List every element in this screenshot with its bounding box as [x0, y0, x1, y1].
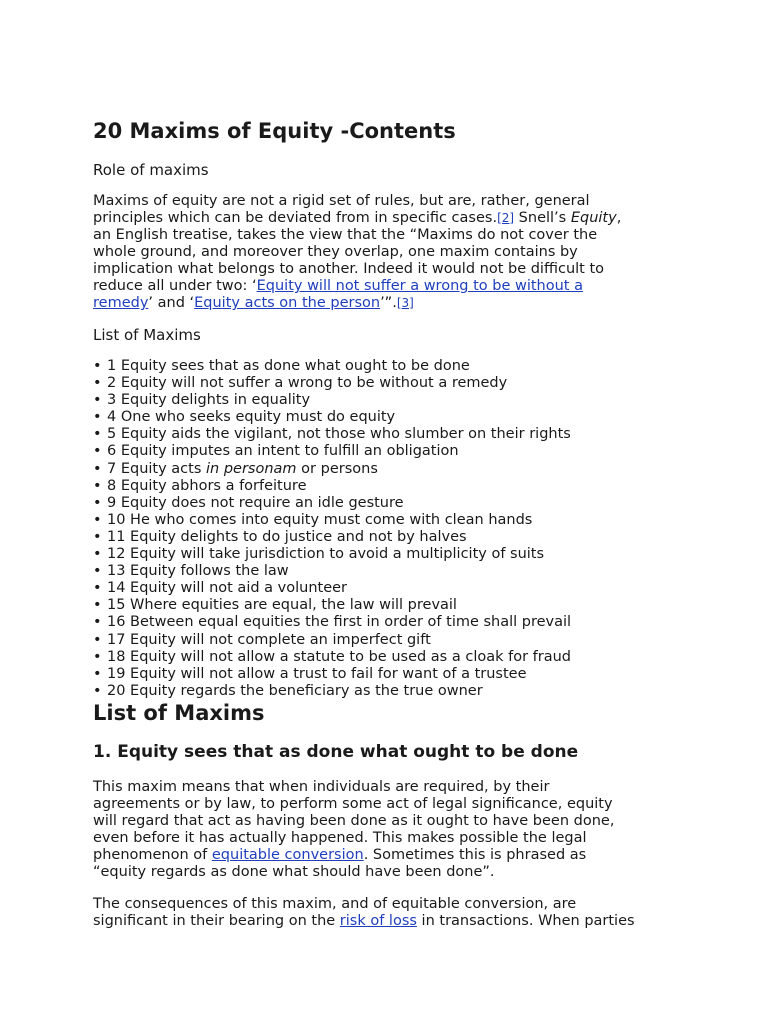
- list-item: [93, 426, 571, 443]
- text: significant in their bearing on the: [93, 913, 340, 929]
- para-line: [93, 244, 693, 261]
- text: 2 Equity will not suffer a wrong to be without a remedy: [107, 375, 508, 392]
- bullet: •: [93, 614, 102, 631]
- text: 20 Equity regards the beneficiary as the true owner: [107, 682, 483, 699]
- text: ’ and ‘: [148, 295, 195, 311]
- text: The consequences of this maxim, and of equitable conversion, are: [93, 896, 577, 912]
- text: . Sometimes this is phrased as: [363, 847, 587, 863]
- text: 19 Equity will not allow a trust to fail for want of a trustee: [107, 665, 527, 682]
- list-item: [93, 392, 571, 409]
- bullet: •: [93, 392, 102, 409]
- consequences-paragraph: [93, 896, 693, 930]
- list-item: [93, 580, 571, 597]
- text: agreements or by law, to perform some act of legal significance, equity: [93, 796, 613, 812]
- para-line: [93, 278, 693, 295]
- text: phenomenon of: [93, 847, 212, 863]
- text: ’”.: [380, 295, 397, 311]
- bullet: •: [93, 358, 102, 374]
- para-line: [93, 779, 693, 796]
- list-item: [93, 683, 571, 700]
- text: 9 Equity does not require an idle gesture: [107, 494, 404, 511]
- list-item: [93, 495, 571, 512]
- list-item: [93, 443, 571, 460]
- para-line: [93, 913, 693, 930]
- bullet: •: [93, 563, 102, 580]
- text: will regard that act as having been done as it ought to have been done,: [93, 813, 615, 829]
- link-equity-wrong-remedy-part1[interactable]: Equity will not suffer a wrong to be without a: [256, 278, 583, 294]
- text: principles which can be deviated from in specific cases.: [93, 210, 498, 226]
- text: 7 Equity acts: [107, 460, 207, 477]
- list-item: [93, 666, 571, 683]
- text: or persons: [296, 460, 378, 477]
- text: 14 Equity will not aid a volunteer: [107, 580, 348, 597]
- list-item: [93, 597, 571, 614]
- text: Maxims of equity are not a rigid set of rules, but are, rather, general: [93, 193, 590, 209]
- text: 17 Equity will not complete an imperfect gift: [107, 631, 431, 648]
- list-item: [93, 529, 571, 546]
- text: 18 Equity will not allow a statute to be used as a cloak for fraud: [107, 648, 571, 665]
- text: 12 Equity will take jurisdiction to avoid a multiplicity of suits: [107, 546, 545, 563]
- text: reduce all under two: ‘: [93, 278, 257, 294]
- para-line: [93, 210, 693, 227]
- bullet: •: [93, 375, 102, 392]
- text: “equity regards as done what should have been done”.: [93, 864, 495, 880]
- text: 4 One who seeks equity must do equity: [107, 409, 396, 426]
- para-line: [93, 813, 693, 830]
- list-item: [93, 409, 571, 426]
- maxim-1-heading: 1. Equity sees that as done what ought to be done: [93, 742, 579, 762]
- bullet: •: [93, 648, 102, 665]
- bullet: •: [93, 460, 102, 477]
- list-heading: List of Maxims: [93, 326, 201, 344]
- text: 3 Equity delights in equality: [107, 392, 311, 409]
- text: 6 Equity imputes an intent to fulfill an obligation: [107, 443, 459, 460]
- para-line: [93, 830, 693, 847]
- list-item: [93, 546, 571, 563]
- list-item: [93, 358, 571, 375]
- text: 10 He who comes into equity must come with clean hands: [107, 511, 533, 528]
- text: This maxim means that when individuals are required, by their: [93, 779, 550, 795]
- para-line: [93, 864, 693, 881]
- list-item: [93, 461, 571, 478]
- bullet: •: [93, 631, 102, 648]
- text: 8 Equity abhors a forfeiture: [107, 477, 307, 494]
- bullet: •: [93, 528, 102, 545]
- bullet: •: [93, 477, 102, 494]
- italic-text: Equity: [570, 210, 617, 226]
- bullet: •: [93, 494, 102, 511]
- bullet: •: [93, 546, 102, 563]
- role-paragraph: [93, 193, 693, 312]
- footnote-link-2[interactable]: [2]: [497, 211, 515, 225]
- link-risk-of-loss[interactable]: risk of loss: [339, 913, 417, 929]
- text: 5 Equity aids the vigilant, not those who slumber on their rights: [107, 426, 571, 443]
- bullet: •: [93, 597, 102, 614]
- italic-text: in personam: [206, 460, 297, 477]
- para-line: [93, 896, 693, 913]
- para-line: [93, 295, 693, 312]
- text: implication what belongs to another. Indeed it would not be difficult to: [93, 261, 605, 277]
- text: an English treatise, takes the view that the “Maxims do not cover the: [93, 227, 598, 243]
- para-line: [93, 227, 693, 244]
- text: 13 Equity follows the law: [107, 563, 289, 580]
- text: 1 Equity sees that as done what ought to be done: [107, 358, 470, 374]
- maxim-1-paragraph: [93, 779, 693, 881]
- text: ,: [616, 210, 622, 226]
- bullet: •: [93, 511, 102, 528]
- text: even before it has actually happened. This makes possible the legal: [93, 830, 587, 846]
- bullet: •: [93, 682, 102, 699]
- link-equity-acts-on-person[interactable]: Equity acts on the person: [194, 295, 381, 311]
- section-heading: List of Maxims: [93, 701, 265, 725]
- text: 15 Where equities are equal, the law will prevail: [107, 597, 457, 614]
- text: in transactions. When parties: [416, 913, 635, 929]
- text: 11 Equity delights to do justice and not by halves: [107, 528, 467, 545]
- list-item: [93, 649, 571, 666]
- bullet: •: [93, 426, 102, 443]
- list-item: [93, 375, 571, 392]
- list-item: [93, 478, 571, 495]
- list-item: [93, 563, 571, 580]
- text: 16 Between equal equities the first in order of time shall prevail: [107, 614, 572, 631]
- page-title: 20 Maxims of Equity -Contents: [93, 119, 456, 143]
- bullet: •: [93, 580, 102, 597]
- para-line: [93, 261, 693, 278]
- list-item: [93, 614, 571, 631]
- bullet: •: [93, 665, 102, 682]
- bullet: •: [93, 443, 102, 460]
- para-line: [93, 193, 693, 210]
- footnote-link-3[interactable]: [3]: [396, 296, 414, 310]
- bullet: •: [93, 409, 102, 426]
- maxims-list: [93, 358, 571, 700]
- link-equitable-conversion[interactable]: equitable conversion: [211, 847, 364, 863]
- list-item: [93, 632, 571, 649]
- role-heading: Role of maxims: [93, 161, 209, 179]
- link-equity-wrong-remedy-part2[interactable]: remedy: [93, 295, 149, 311]
- para-line: [93, 847, 693, 864]
- list-item: [93, 512, 571, 529]
- text: Snell’s: [514, 210, 571, 226]
- text: whole ground, and moreover they overlap, one maxim contains by: [93, 244, 578, 260]
- para-line: [93, 796, 693, 813]
